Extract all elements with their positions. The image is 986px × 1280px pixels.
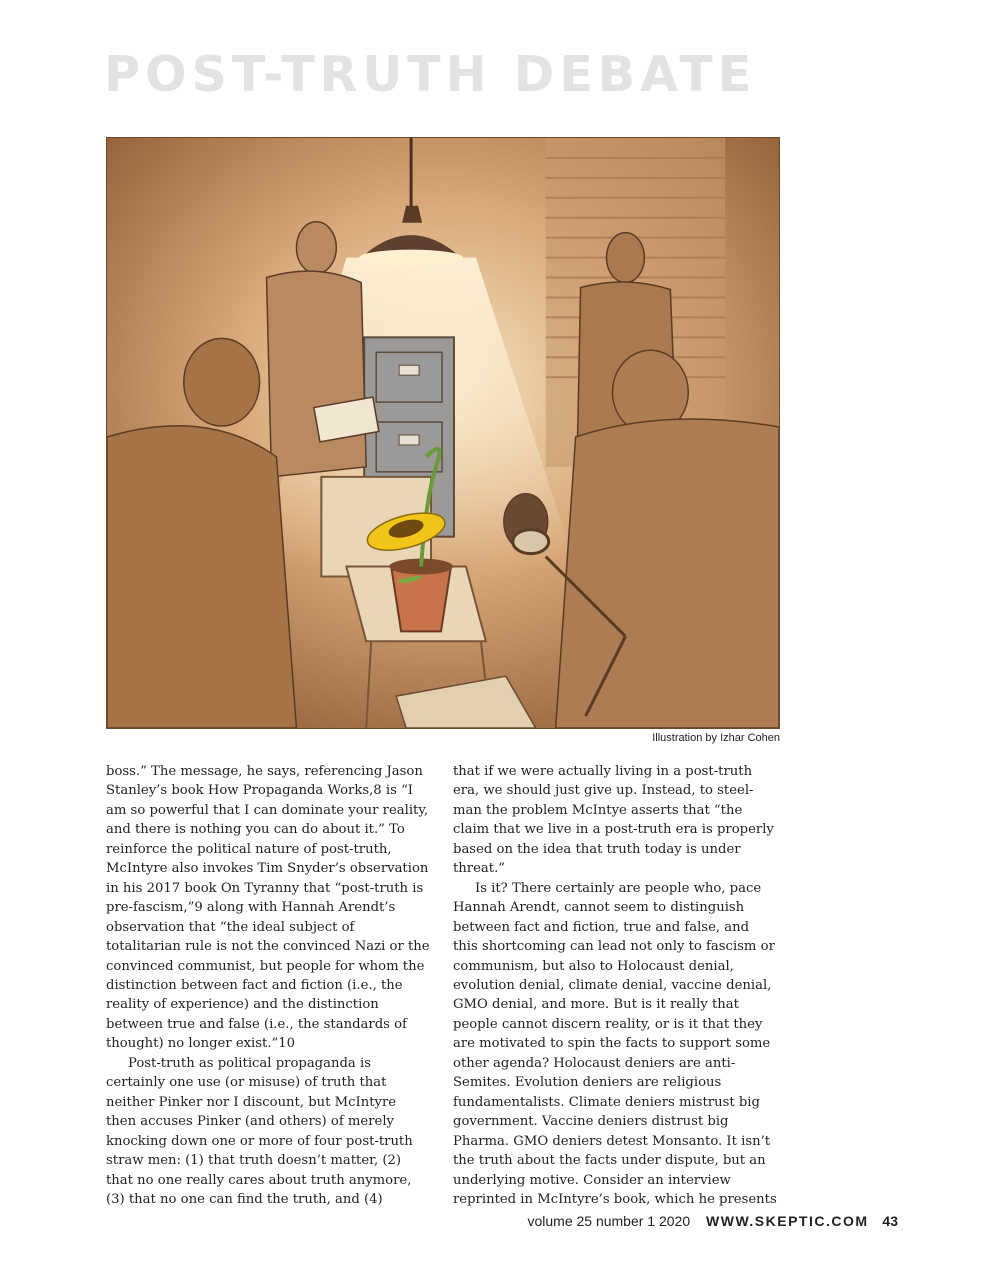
- issue-info: volume 25 number 1 2020: [527, 1213, 691, 1229]
- illustration-credit: Illustration by Izhar Cohen: [652, 732, 780, 744]
- page-number: 43: [882, 1213, 898, 1229]
- paragraph: that if we were actually living in a post-truth era, we should just give up. Instead, to steel-man the problem McIntye asserts that “the claim that we live in a post-truth era is properly based on the idea that truth today is under threat.”: [453, 764, 774, 877]
- website-url[interactable]: WWW.SKEPTIC.COM: [706, 1213, 869, 1229]
- illustration: [106, 137, 780, 729]
- paragraph: Is it? There certainly are people who, pace Hannah Arendt, cannot seem to distinguish between fact and fiction, true and false, and this shortcoming can lead not only to fascism or communism, but also to Holocaust denial, evolution denial, climate denial, vaccine denial, GMO denial, and more. But is it really that people cannot discern reality, or is it that they are motivated to spin the facts to support some other agenda? Holocaust deniers are anti-Semites. Evolution deniers are religious fundamentalists. Climate deniers mistrust big government. Vaccine deniers distrust big Pharma. GMO deniers detest Monsanto. It isn’t the truth about the facts under dispute, but an underlying motive. Consider an interview reprinted in McIntyre’s book, which he presents: [453, 880, 777, 1207]
- article-column-left: [106, 762, 430, 1209]
- page-header-title: POST-TRUTH DEBATE: [104, 46, 757, 103]
- page-footer: [527, 1213, 898, 1229]
- illustration-artwork: [107, 138, 779, 728]
- paragraph: boss.” The message, he says, referencing Jason Stanley’s book How Propaganda Works,8 is “I am so powerful that I can dominate your reality, and there is nothing you can do about it.” To reinforce the political nature of post-truth, McIntyre also invokes Tim Snyder’s observation in his 2017 book On Tyranny that “post-truth is pre-fascism,”9 along with Hannah Arendt’s observation that “the ideal subject of totalitarian rule is not the convinced Nazi or the convinced communist, but people for whom the distinction between fact and fiction (i.e., the reality of experience) and the distinction between true and false (i.e., the standards of thought) no longer exist.”10: [106, 764, 430, 1052]
- article-column-right: [453, 762, 777, 1209]
- paragraph: Post-truth as political propaganda is certainly one use (or misuse) of truth that neither Pinker nor I discount, but McIntyre then accuses Pinker (and others) of merely knocking down one or more of four post-truth straw men: (1) that truth doesn’t matter, (2) that no one really cares about truth anymore, (3) that no one can find the truth, and (4): [106, 1055, 413, 1207]
